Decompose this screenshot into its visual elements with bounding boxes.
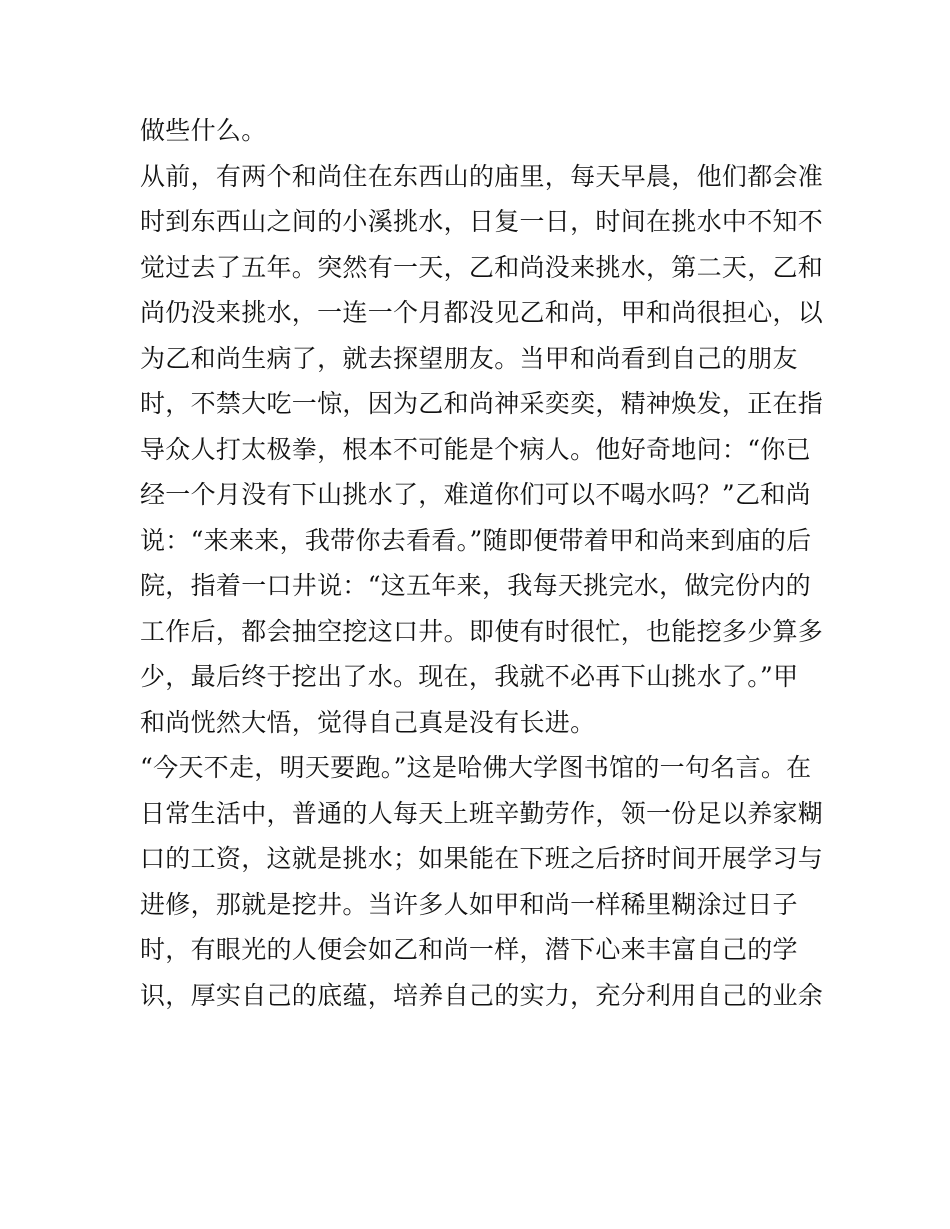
text-line: 和尚恍然大悟，觉得自己真是没有长进。 [140, 707, 596, 737]
text-line: 经一个月没有下山挑水了，难道你们可以不喝水吗？”乙和尚 [140, 480, 811, 509]
document-body [140, 108, 824, 1018]
text-line: 进修，那就是挖井。当许多人如甲和尚一样稀里糊涂过日子 [140, 889, 798, 919]
text-line: 口的工资，这就是挑水；如果能在下班之后挤时间开展学习与 [140, 844, 824, 873]
text-line: 从前，有两个和尚住在东西山的庙里，每天早晨，他们都会准 [140, 161, 824, 191]
text-line: 时到东西山之间的小溪挑水，日复一日，时间在挑水中不知不 [140, 207, 824, 236]
text-line: 为乙和尚生病了，就去探望朋友。当甲和尚看到自己的朋友 [140, 343, 798, 373]
text-line: 导众人打太极拳，根本不可能是个病人。他好奇地问：“你已 [140, 434, 811, 464]
text-line: 院，指着一口井说：“这五年来，我每天挑完水，做完份内的 [140, 571, 811, 600]
text-line: 说：“来来来，我带你去看看。”随即便带着甲和尚来到庙的后 [140, 525, 812, 555]
text-line: 少，最后终于挖出了水。现在，我就不必再下山挑水了。”甲 [140, 662, 799, 691]
text-line: 尚仍没来挑水，一连一个月都没见乙和尚，甲和尚很担心，以 [140, 298, 824, 327]
text-line: 时，有眼光的人便会如乙和尚一样，潜下心来丰富自己的学 [140, 935, 798, 964]
text-line: “今天不走，明天要跑。”这是哈佛大学图书馆的一句名言。在 [140, 753, 812, 782]
text-line: 做些什么。 [140, 116, 267, 145]
text-line: 觉过去了五年。突然有一天，乙和尚没来挑水，第二天，乙和 [140, 252, 824, 282]
text-line: 识，厚实自己的底蕴，培养自己的实力，充分利用自己的业余 [140, 980, 824, 1010]
text-line: 工作后，都会抽空挖这口井。即使有时很忙，也能挖多少算多 [140, 616, 824, 646]
text-line: 日常生活中，普通的人每天上班辛勤劳作，领一份足以养家糊 [140, 798, 824, 828]
text-line: 时，不禁大吃一惊，因为乙和尚神采奕奕，精神焕发，正在指 [140, 389, 824, 418]
